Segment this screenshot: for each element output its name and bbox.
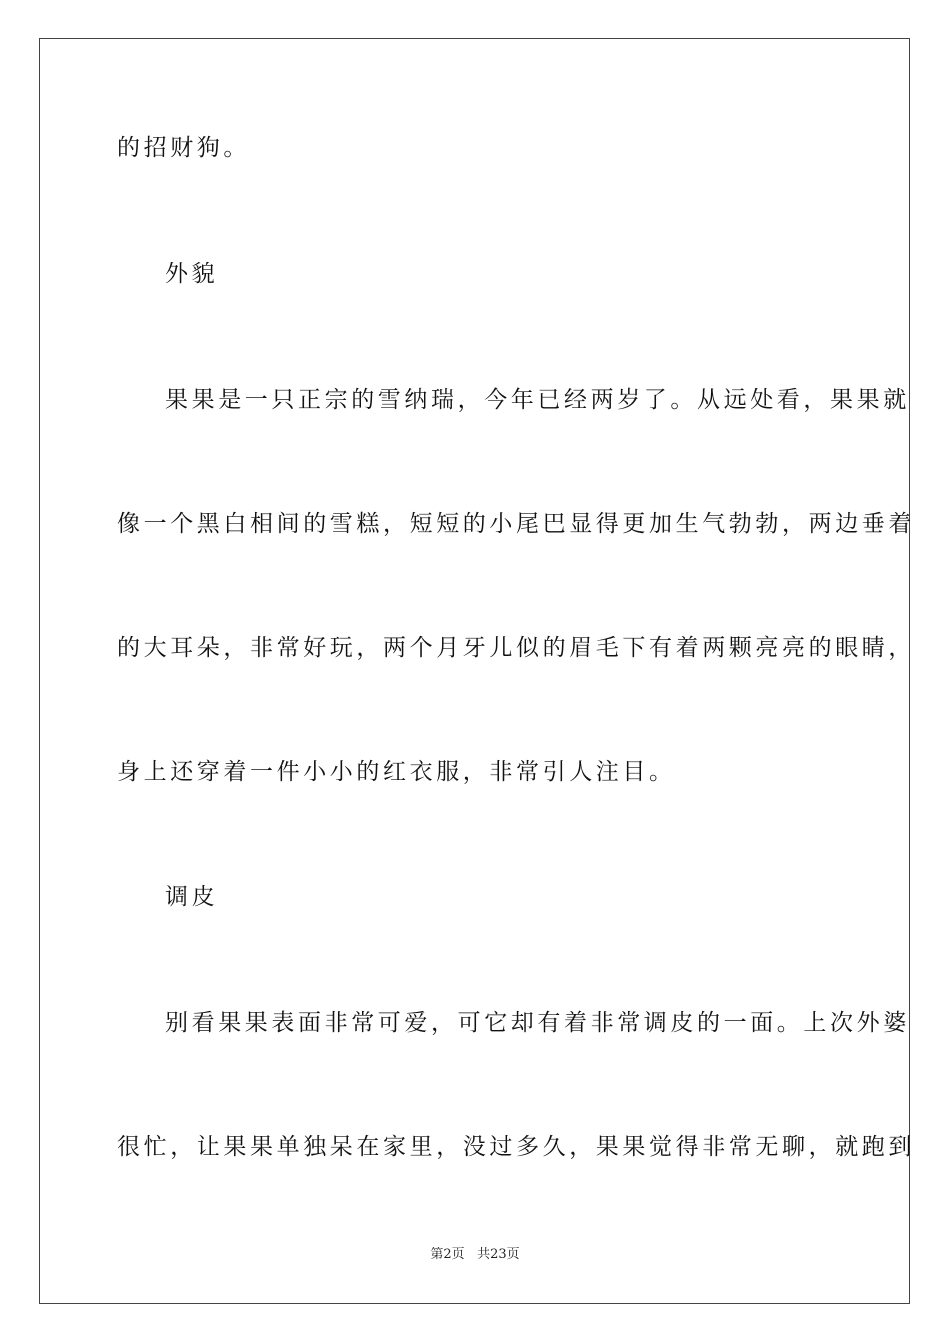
section-heading-naughty: 调皮	[165, 884, 219, 910]
paragraph-line: 身上还穿着一件小小的红衣服，非常引人注目。	[117, 759, 676, 785]
paragraph-line: 别看果果表面非常可爱，可它却有着非常调皮的一面。上次外婆	[165, 1010, 910, 1036]
paragraph-line: 果果是一只正宗的雪纳瑞，今年已经两岁了。从远处看，果果就	[165, 387, 910, 413]
text-line-continuation: 的招财狗。	[117, 135, 250, 161]
paragraph-line: 像一个黑白相间的雪糕，短短的小尾巴显得更加生气勃勃，两边垂着	[117, 511, 915, 537]
page-total: 共23页	[477, 1247, 520, 1262]
page-border	[39, 38, 915, 1304]
page-number: 第2页	[430, 1247, 465, 1262]
section-heading-appearance: 外貌	[165, 261, 219, 287]
paragraph-line: 很忙，让果果单独呆在家里，没过多久，果果觉得非常无聊，就跑到	[117, 1134, 915, 1160]
paragraph-line: 的大耳朵，非常好玩，两个月牙儿似的眉毛下有着两颗亮亮的眼睛，	[117, 635, 915, 661]
page-footer	[0, 1246, 950, 1264]
